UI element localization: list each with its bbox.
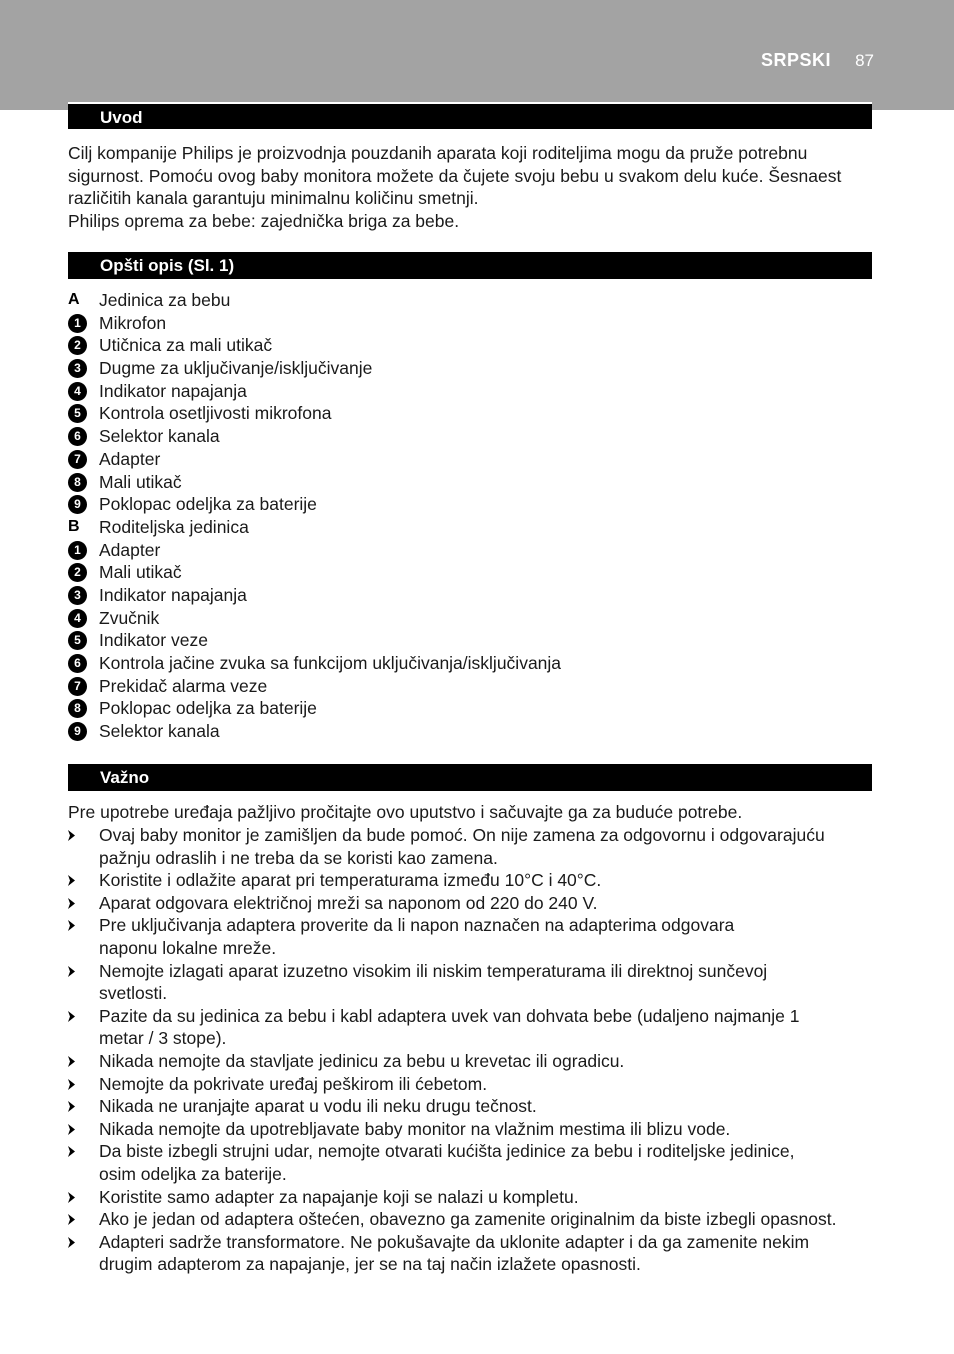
safety-warnings-list [68,824,888,1276]
list-item [68,380,878,403]
intro-paragraph: Cilj kompanije Philips je proizvodnja pouzdanih aparata koji roditeljima mogu da pruže potrebnu sigurnost. Pomoću ovog baby monitora možete da čujete svoju bebu u svakom delu kuće. Šesnaest različitih kanala garantuju minimalnu količinu smetnji. [68,143,842,209]
list-item [68,1050,888,1073]
list-item [68,1073,888,1096]
bullet-arrow-icon [68,1011,75,1022]
part-label: Mali utikač [99,471,182,492]
intro-tagline: Philips oprema za bebe: zajednička briga za bebe. [68,211,460,231]
list-item [68,493,878,516]
list-item [68,607,878,630]
list-item [68,448,878,471]
number-badge: 9 [68,495,87,514]
bullet-text: Pazite da su jedinica za bebu i kabl adaptera uvek van dohvata bebe (udaljeno najmanje 1 metar / 3 stope). [99,1005,800,1049]
bullet-arrow-icon [68,1146,75,1157]
list-item [68,675,878,698]
part-label: Utičnica za mali utikač [99,335,273,356]
number-badge: 1 [68,314,87,333]
list-item [68,402,878,425]
part-label: Zvučnik [99,607,160,628]
list-item [68,720,878,743]
list-item [68,289,878,312]
bullet-arrow-icon [68,898,75,909]
part-label: Dugme za uključivanje/isključivanje [99,358,373,379]
bullet-text: Da biste izbegli strujni udar, nemojte otvarati kućišta jedinice za bebu i roditeljske jedinice, osim odeljka za baterije. [99,1141,795,1184]
list-item [68,334,878,357]
part-label: Kontrola osetljivosti mikrofona [99,403,332,424]
number-badge: 4 [68,382,87,401]
bullet-arrow-icon [68,1056,75,1067]
part-label: Jedinica za bebu [99,290,231,310]
list-item [68,914,888,959]
bullet-arrow-icon [68,1124,75,1135]
bullet-text: Nikada nemojte da upotrebljavate baby monitor na vlažnim mestima ili blizu vode. [99,1118,731,1139]
section-heading-description: Opšti opis (Sl. 1) [68,252,872,279]
list-item [68,1186,888,1209]
number-badge: 5 [68,404,87,423]
part-label: Poklopac odeljka za baterije [99,494,317,515]
list-item [68,584,878,607]
bullet-text: Pre uključivanja adaptera proverite da li napon naznačen na adapterima odgovara naponu lokalne mreže. [99,915,735,958]
bullet-arrow-icon [68,1079,75,1090]
list-item [68,561,878,584]
number-badge: 4 [68,609,87,628]
list-item [68,892,888,915]
list-item [68,869,888,892]
section-heading-intro: Uvod [68,102,872,129]
bullet-text: Nemojte izlagati aparat izuzetno visokim ili niskim temperaturama ili direktnoj sunčevoj svetlosti. [99,960,768,1004]
list-item [68,1118,888,1141]
page-language: SRPSKI [760,50,831,70]
number-badge: 3 [68,586,87,605]
number-badge: 8 [68,473,87,492]
bullet-arrow-icon [68,875,75,886]
bullet-text: Nemojte da pokrivate uređaj peškirom ili ćebetom. [99,1073,488,1094]
list-item [68,824,888,869]
bullet-text: Koristite samo adapter za napajanje koji se nalazi u kompletu. [99,1186,579,1207]
list-item [68,1140,888,1185]
list-item [68,697,878,720]
bullet-arrow-icon [68,1101,75,1112]
number-badge: 8 [68,699,87,718]
number-badge: 7 [68,450,87,469]
list-item [68,357,878,380]
part-label: Indikator napajanja [99,380,247,401]
part-label: Adapter [99,448,161,469]
number-badge: 5 [68,631,87,650]
bullet-arrow-icon [68,830,75,841]
bullet-text: Adapteri sadrže transformatore. Ne pokušavajte da uklonite adapter i da ga zamenite nekim drugim adapterom za napajanje, jer se na taj način izlažete opasnosti. [99,1231,810,1275]
list-item [68,1095,888,1118]
page-number: 87 [855,51,874,70]
list-item [68,516,878,539]
section-heading-important: Važno [68,764,872,791]
list-item [68,1208,888,1231]
bullet-arrow-icon [68,920,75,931]
bullet-text: Koristite i odlažite aparat pri temperaturama između 10°C i 40°C. [99,870,602,891]
bullet-text: Ovaj baby monitor je zamišljen da bude pomoć. On nije zamena za odgovornu i odgovarajuću pažnju odraslih i ne treba da se koristi kao zamena. [99,825,825,868]
list-item [68,471,878,494]
part-label: Selektor kanala [99,426,220,447]
bullet-text: Nikada ne uranjajte aparat u vodu ili neku drugu tečnost. [99,1096,537,1117]
part-label: Poklopac odeljka za baterije [99,698,317,719]
part-label: Adapter [99,539,161,560]
important-intro: Pre upotrebe uređaja pažljivo pročitajte ovo uputstvo i sačuvajte ga za buduće potrebe. [68,802,743,822]
list-item [68,1231,888,1276]
part-label: Prekidač alarma veze [99,675,268,696]
bullet-text: Nikada nemojte da stavljate jedinicu za bebu u krevetac ili ogradicu. [99,1050,625,1071]
part-label: Mali utikač [99,562,182,583]
list-item [68,1005,888,1050]
list-item [68,425,878,448]
group-letter: B [68,517,80,535]
number-badge: 6 [68,427,87,446]
number-badge: 6 [68,654,87,673]
list-item [68,652,878,675]
number-badge: 2 [68,563,87,582]
number-badge: 3 [68,359,87,378]
part-label: Mikrofon [99,312,167,333]
bullet-arrow-icon [68,1192,75,1203]
bullet-arrow-icon [68,1214,75,1225]
number-badge: 7 [68,677,87,696]
list-item [68,312,878,335]
number-badge: 1 [68,541,87,560]
number-badge: 9 [68,722,87,741]
bullet-text: Aparat odgovara električnoj mreži sa naponom od 220 do 240 V. [99,892,598,913]
list-item [68,629,878,652]
bullet-text: Ako je jedan od adaptera oštećen, obavezno ga zamenite originalnim da biste izbegli opasnost. [99,1209,837,1230]
list-item [68,960,888,1005]
part-label: Selektor kanala [99,721,220,742]
parts-list [68,289,878,743]
part-label: Indikator veze [99,630,208,651]
bullet-arrow-icon [68,966,75,977]
list-item [68,539,878,562]
number-badge: 2 [68,336,87,355]
group-letter: A [68,291,80,308]
bullet-arrow-icon [68,1237,75,1248]
part-label: Indikator napajanja [99,584,247,605]
part-label: Roditeljska jedinica [99,516,249,537]
part-label: Kontrola jačine zvuka sa funkcijom uključivanja/isključivanja [99,653,562,673]
